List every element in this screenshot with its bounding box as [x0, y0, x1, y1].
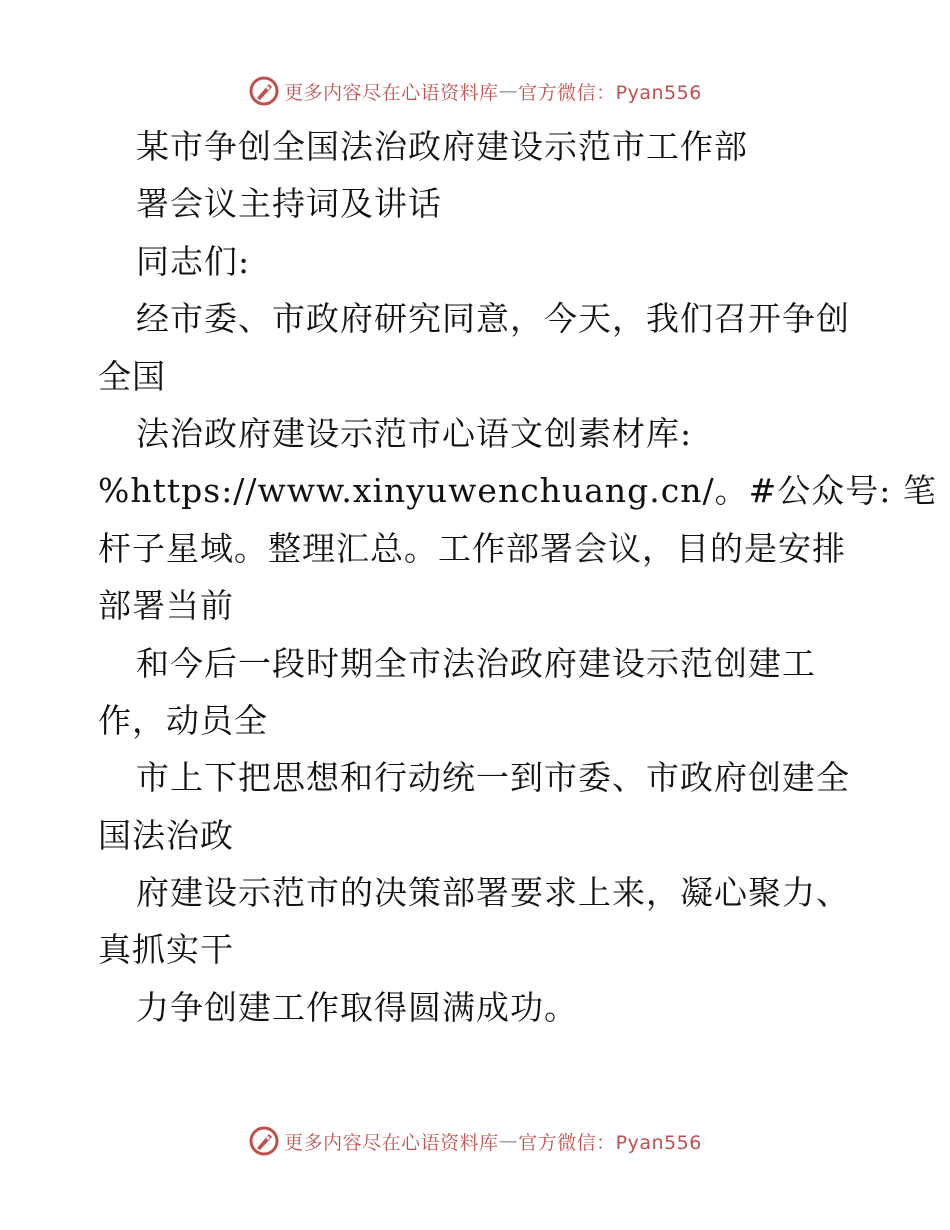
- text-line: 市上下把思想和行动统一到市委、市政府创建全: [136, 758, 850, 798]
- banner-main-text: 更多内容尽在心语资料库: [284, 1131, 499, 1154]
- text-line: 作，动员全: [98, 700, 268, 740]
- banner-separator: —: [498, 1130, 519, 1152]
- text-line: 杆子星域。整理汇总。工作部署会议，目的是安排: [98, 528, 846, 568]
- pen-nib-logo-icon: [248, 75, 280, 107]
- text-line: 部署当前: [98, 586, 234, 626]
- text-line: 经市委、市政府研究同意，今天，我们召开争创: [136, 299, 850, 339]
- banner-contact-text: 官方微信：Pyan556: [518, 81, 702, 104]
- banner-contact-text: 官方微信：Pyan556: [518, 1131, 702, 1154]
- text-line: 署会议主持词及讲话: [136, 184, 442, 224]
- text-line: 同志们:: [136, 241, 251, 281]
- text-line: 府建设示范市的决策部署要求上来，凝心聚力、: [136, 873, 850, 913]
- text-line: 力争创建工作取得圆满成功。: [136, 987, 578, 1027]
- text-line: 全国: [98, 356, 166, 396]
- page-header-banner: [0, 72, 950, 110]
- text-line: 真抓实干: [98, 930, 234, 970]
- banner-separator: —: [498, 80, 519, 102]
- text-line: 和今后一段时期全市法治政府建设示范创建工: [136, 643, 816, 683]
- text-line: 法治政府建设示范市心语文创素材库:: [136, 413, 693, 453]
- text-line: 某市争创全国法治政府建设示范市工作部: [136, 127, 748, 166]
- document-body: [98, 118, 937, 1036]
- text-line: %https://www.xinyuwenchuang.cn/。#公众号: 笔: [98, 471, 937, 511]
- page-footer-banner: [0, 1122, 950, 1160]
- pen-nib-logo-icon: [248, 1125, 280, 1157]
- banner-main-text: 更多内容尽在心语资料库: [284, 81, 499, 104]
- text-line: 国法治政: [98, 815, 234, 855]
